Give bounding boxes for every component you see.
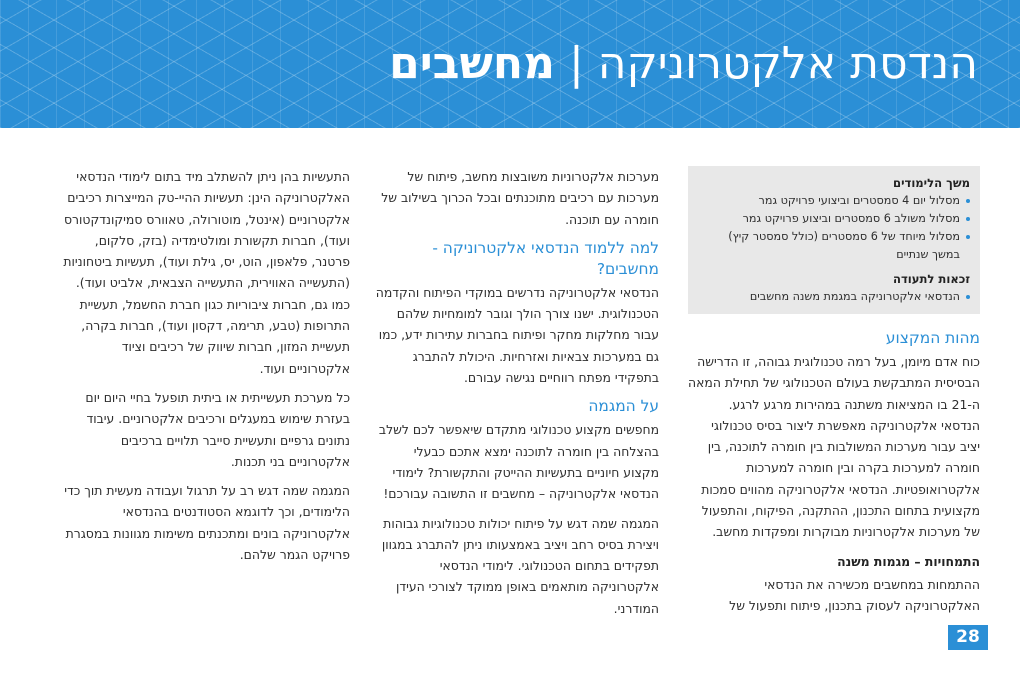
header-banner [0, 0, 1020, 128]
profession-body: כוח אדם מיומן, בעל רמה טכנולוגית גבוהה, זו הדרישה הבסיסית המתבקשת בעולם הטכנולוגי של תחילת המאה ה-21 בו המציאות משתנה במהירות מרגע לרגע. הנדסאי אלקטרוניקה מאפשרת ליצור בסיס טכנולוגי יציב עבור מערכות המשולבות בין חומרה לתוכנה, בין חומרה למערכות בקרה ובין חומרה למערכות אלקטרואופטיות. הנדסאי אלקטרוניקה מהווים סמכות מקצועית בתחום התכנון, ההתקנה, הפיקוח, והתפעול של מערכות אלקטרוניות מבוקרות ומפקדות מחשב. [688, 354, 980, 540]
page-title-bold: מחשבים [389, 38, 555, 89]
daily-life-paragraph: כל מערכת תעשייתית או ביתית תופעל בחיי היום יום בעזרת שימוש במעגלים ורכיבים אלקטרוניים. עיבוד נתונים גרפיים ותעשיית סייבר תלויים ברכיבים אלקטרוניים בני תכנות. [85, 389, 350, 469]
duration-title: משך הלימודים [893, 176, 970, 190]
profession-title: מהות המקצוע [885, 329, 980, 347]
duration-item: מסלול משולב 6 סמסטרים וביצוע פרויקט גמר [698, 210, 970, 228]
track-body-1: מחפשים מקצוע טכנולוגי מתקדם שיאפשר לכם לשלב בהצלחה בין חומרה לתוכנה ימצא אתכם כבעלי מקצוע חיוניים בתעשיות ההייטק והתקשורת? לימודי הנדסאי אלקטרוניקה – מחשבים זו התשובה עבורכם! [378, 422, 659, 502]
specialization-body: ההתמחות במחשבים מכשירה את הנדסאי האלקטרוניקה לעסוק בתכנון, פיתוח ותפעול של [729, 576, 980, 614]
column-left [58, 166, 350, 573]
eligibility-list [698, 288, 970, 306]
practice-paragraph: המגמה שמה דגש רב על תרגול ועבודה מעשית תוך כדי הלימודים, וכך לדוגמא הסטודנטים בהנדסאי אלקטרוניקה בונים ומתכנתים משימות מגוונות במסגרת פרויקט הגמר שלהם. [64, 483, 350, 563]
page-title-main: הנדסת אלקטרוניקה | [568, 38, 978, 89]
industries-paragraph: התעשיות בהן ניתן להשתלב מיד בתום לימודי הנדסאי האלקטרוניקה הינן: תעשיות ההיי-טק המייצרות רכיבים אלקטרוניים (אינטל, מוטורולה, טאוורס סמיקונדקטורס ועוד), חברות תקשורת ומולטימדיה (בזק, סלקום, פרטנר, פלאפון, הוט, יס, גילת ועוד), תעשיות ביטחוניות (התעשייה האווירית, התעשייה הצבאית, אלביט ועוד). כמו גם, חברות ציבוריות כגון חברת החשמל, תעשיית התרופות (טבע, תרימה, דקסון ועוד), חברות בקרה, תעשיית המזון, חברות שיווק של רכיבים וציוד אלקטרוניים ועוד. [63, 169, 350, 376]
track-title: על המגמה [588, 397, 659, 416]
track-body-2: המגמה שמה דגש על פיתוח יכולות טכנולוגיות גבוהות ויצירת בסיס רחב ויציב באמצעותו ניתן להתברג במגוון תפקידים בתחום הטכנולוגי. לימודי הנדסאי אלקטרוניקה מותאמים באופן ממוקד לצורכי העידן המודרני. [381, 515, 659, 616]
duration-item: מסלול מיוחד של 6 סמסטרים (כולל סמסטר קיץ) במשך שנתיים [698, 228, 970, 264]
column-middle [375, 166, 659, 627]
study-info-box [688, 166, 980, 314]
eligibility-title: זכאות לתעודה [892, 272, 970, 286]
column-right [688, 166, 980, 625]
page-title [389, 36, 978, 92]
duration-list [698, 192, 970, 264]
why-study-body: הנדסאי אלקטרוניקה נדרשים במוקדי הפיתוח והקדמה הטכנולוגית. ישנו צורך הולך וגובר למומחיות שלהם עבור מחלקות מחקר ופיתוח בחברות עתירות ידע, כמו גם במערכות צבאיות ואזרחיות. היכולת להתברג בתפקידי מפתח רווחיים נגישה עבורם. [375, 284, 659, 386]
specialization-title: התמחויות – מגמות משנה [837, 553, 980, 569]
eligibility-item: הנדסאי אלקטרוניקה במגמת משנה מחשבים [698, 288, 970, 306]
duration-item: מסלול יום 4 סמסטרים וביצועי פרויקט גמר [698, 192, 970, 210]
middle-intro: מערכות אלקטרוניות משובצות מחשב, פיתוח של מערכות עם רכיבים מתוכנתים ובכל הכרוך בשילוב של חומרה עם תוכנה. [381, 169, 659, 227]
page-number: 28 [948, 625, 988, 650]
why-study-title: למה ללמוד הנדסאי אלקטרוניקה - מחשבים? [432, 238, 659, 278]
